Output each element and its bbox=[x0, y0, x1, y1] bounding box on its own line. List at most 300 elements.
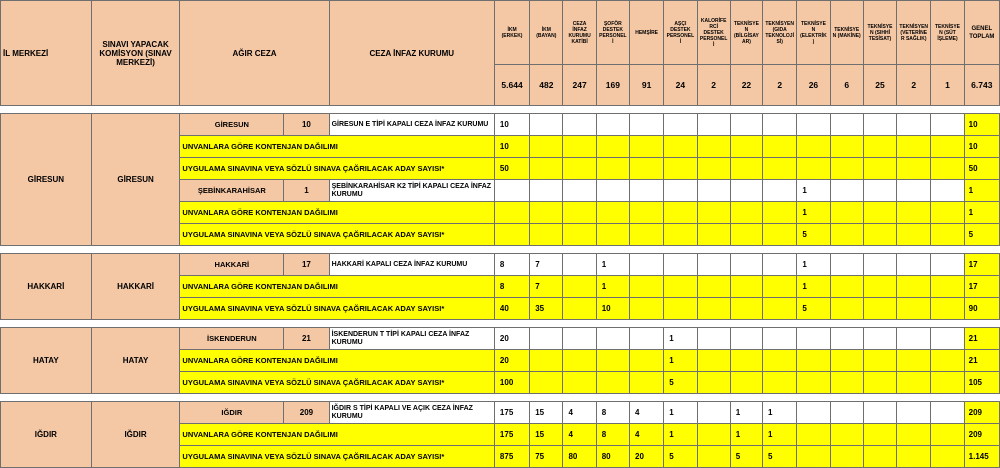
value-cell bbox=[730, 276, 762, 298]
value-cell bbox=[931, 254, 964, 276]
komisyon-cell: HATAY bbox=[91, 328, 180, 394]
value-cell: 80 bbox=[596, 446, 629, 468]
value-cell bbox=[931, 446, 964, 468]
agir-ceza-count: 10 bbox=[284, 114, 329, 136]
value-cell bbox=[530, 328, 563, 350]
row-total-cell: 17 bbox=[964, 254, 999, 276]
value-cell: 75 bbox=[530, 446, 563, 468]
value-cell bbox=[494, 202, 529, 224]
column-header-label: ŞOFÖR DESTEK PERSONELİ bbox=[596, 1, 629, 65]
il-merkezi-cell: IĞDIR bbox=[1, 402, 92, 468]
value-cell bbox=[931, 402, 964, 424]
value-cell bbox=[830, 202, 863, 224]
value-cell bbox=[494, 224, 529, 246]
ceza-infaz-kurumu-cell: IĞDIR S TİPİ KAPALI VE AÇIK CEZA İNFAZ KURUMU bbox=[329, 402, 494, 424]
value-cell bbox=[730, 224, 762, 246]
value-cell: 10 bbox=[494, 114, 529, 136]
value-cell bbox=[630, 136, 664, 158]
value-cell bbox=[863, 328, 896, 350]
value-cell: 100 bbox=[494, 372, 529, 394]
agir-ceza-count: 209 bbox=[284, 402, 329, 424]
value-cell bbox=[697, 372, 730, 394]
value-cell bbox=[797, 136, 830, 158]
row-total-cell: 21 bbox=[964, 328, 999, 350]
value-cell bbox=[931, 372, 964, 394]
cagrilacak-label: UYGULAMA SINAVINA VEYA SÖZLÜ SINAVA ÇAĞRILACAK ADAY SAYISI* bbox=[180, 224, 495, 246]
value-cell: 8 bbox=[494, 276, 529, 298]
value-cell bbox=[931, 350, 964, 372]
value-cell bbox=[596, 350, 629, 372]
value-cell: 1 bbox=[596, 276, 629, 298]
value-cell bbox=[763, 224, 797, 246]
value-cell bbox=[897, 136, 931, 158]
value-cell bbox=[863, 254, 896, 276]
value-cell bbox=[897, 372, 931, 394]
value-cell bbox=[630, 202, 664, 224]
value-cell: 4 bbox=[630, 424, 664, 446]
column-header-label: TEKNİSYEN (SÜT İŞLEME) bbox=[931, 1, 964, 65]
value-cell bbox=[863, 114, 896, 136]
value-cell bbox=[697, 402, 730, 424]
value-cell bbox=[830, 254, 863, 276]
value-cell bbox=[630, 328, 664, 350]
value-cell bbox=[897, 180, 931, 202]
column-header-label: CEZA İNFAZ KURUMU KATİBİ bbox=[563, 1, 596, 65]
value-cell bbox=[763, 136, 797, 158]
separator-cell bbox=[1, 320, 1000, 328]
ceza-infaz-kurumu-header: CEZA İNFAZ KURUMU bbox=[329, 1, 494, 106]
kontenjan-label: UNVANLARA GÖRE KONTENJAN DAĞILIMI bbox=[180, 350, 495, 372]
value-cell bbox=[863, 276, 896, 298]
value-cell: 5 bbox=[730, 446, 762, 468]
row-total-cell: 209 bbox=[964, 424, 999, 446]
value-cell: 50 bbox=[494, 158, 529, 180]
value-cell bbox=[697, 114, 730, 136]
separator-cell bbox=[1, 394, 1000, 402]
column-header-total: 91 bbox=[630, 65, 664, 106]
value-cell bbox=[830, 180, 863, 202]
agir-ceza-header: AĞIR CEZA bbox=[180, 1, 329, 106]
value-cell bbox=[697, 276, 730, 298]
value-cell bbox=[931, 424, 964, 446]
agir-ceza-cell: HAKKARİ bbox=[180, 254, 284, 276]
row-total-cell: 1 bbox=[964, 180, 999, 202]
value-cell bbox=[730, 350, 762, 372]
value-cell bbox=[830, 114, 863, 136]
value-cell bbox=[630, 298, 664, 320]
row-total-cell: 10 bbox=[964, 136, 999, 158]
row-total-cell: 209 bbox=[964, 402, 999, 424]
value-cell: 10 bbox=[596, 298, 629, 320]
value-cell bbox=[830, 224, 863, 246]
value-cell bbox=[730, 180, 762, 202]
value-cell bbox=[730, 136, 762, 158]
value-cell bbox=[730, 158, 762, 180]
table-row bbox=[1, 254, 1000, 276]
value-cell bbox=[830, 298, 863, 320]
value-cell bbox=[863, 180, 896, 202]
column-header-total: 2 bbox=[897, 65, 931, 106]
value-cell: 175 bbox=[494, 402, 529, 424]
il-merkezi-cell: GİRESUN bbox=[1, 114, 92, 246]
value-cell: 1 bbox=[797, 202, 830, 224]
value-cell bbox=[563, 350, 596, 372]
value-cell: 15 bbox=[530, 424, 563, 446]
value-cell bbox=[797, 350, 830, 372]
value-cell: 1 bbox=[730, 402, 762, 424]
column-header-total: 5.644 bbox=[494, 65, 529, 106]
value-cell: 1 bbox=[664, 402, 697, 424]
value-cell: 5 bbox=[664, 372, 697, 394]
value-cell bbox=[897, 158, 931, 180]
value-cell bbox=[830, 402, 863, 424]
value-cell bbox=[730, 328, 762, 350]
value-cell bbox=[931, 328, 964, 350]
value-cell bbox=[630, 114, 664, 136]
value-cell: 4 bbox=[563, 424, 596, 446]
value-cell bbox=[763, 372, 797, 394]
value-cell bbox=[931, 224, 964, 246]
value-cell bbox=[530, 136, 563, 158]
value-cell: 1 bbox=[797, 276, 830, 298]
kontenjan-label: UNVANLARA GÖRE KONTENJAN DAĞILIMI bbox=[180, 202, 495, 224]
value-cell bbox=[697, 180, 730, 202]
value-cell bbox=[596, 158, 629, 180]
il-merkezi-cell: HATAY bbox=[1, 328, 92, 394]
value-cell bbox=[830, 158, 863, 180]
value-cell bbox=[730, 298, 762, 320]
value-cell bbox=[596, 224, 629, 246]
value-cell bbox=[563, 372, 596, 394]
column-header-label: TEKNİSYEN (VETERİNER SAĞLIK) bbox=[897, 1, 931, 65]
group-separator bbox=[1, 394, 1000, 402]
value-cell: 20 bbox=[630, 446, 664, 468]
komisyon-cell: GİRESUN bbox=[91, 114, 180, 246]
value-cell: 1 bbox=[763, 424, 797, 446]
value-cell bbox=[530, 350, 563, 372]
value-cell bbox=[530, 224, 563, 246]
row-total-cell: 50 bbox=[964, 158, 999, 180]
column-header-total: 24 bbox=[664, 65, 697, 106]
row-total-cell: 17 bbox=[964, 276, 999, 298]
value-cell bbox=[530, 180, 563, 202]
column-header-label: HEMŞİRE bbox=[630, 1, 664, 65]
value-cell: 10 bbox=[494, 136, 529, 158]
separator-cell bbox=[1, 246, 1000, 254]
column-header-total: 247 bbox=[563, 65, 596, 106]
value-cell bbox=[563, 328, 596, 350]
value-cell bbox=[797, 158, 830, 180]
value-cell bbox=[897, 254, 931, 276]
value-cell: 8 bbox=[494, 254, 529, 276]
value-cell bbox=[630, 224, 664, 246]
agir-ceza-count: 17 bbox=[284, 254, 329, 276]
value-cell bbox=[931, 158, 964, 180]
value-cell bbox=[697, 136, 730, 158]
value-cell bbox=[830, 446, 863, 468]
column-header-label: TEKNİSYEN (BİLGİSAYAR) bbox=[730, 1, 762, 65]
value-cell bbox=[931, 202, 964, 224]
value-cell bbox=[630, 276, 664, 298]
column-header-label: TEKNİSYEN (MAKİNE) bbox=[830, 1, 863, 65]
value-cell: 8 bbox=[596, 402, 629, 424]
value-cell: 5 bbox=[664, 446, 697, 468]
agir-ceza-count: 21 bbox=[284, 328, 329, 350]
column-header-total: 482 bbox=[530, 65, 563, 106]
value-cell bbox=[697, 424, 730, 446]
komisyon-cell: HAKKARİ bbox=[91, 254, 180, 320]
table-row bbox=[1, 114, 1000, 136]
table-row bbox=[1, 328, 1000, 350]
value-cell bbox=[830, 372, 863, 394]
value-cell bbox=[897, 424, 931, 446]
agir-ceza-cell: ŞEBİNKARAHİSAR bbox=[180, 180, 284, 202]
value-cell: 1 bbox=[730, 424, 762, 446]
value-cell: 80 bbox=[563, 446, 596, 468]
value-cell bbox=[763, 180, 797, 202]
value-cell bbox=[563, 298, 596, 320]
agir-ceza-cell: IĞDIR bbox=[180, 402, 284, 424]
separator-cell bbox=[1, 106, 1000, 114]
il-merkezi-header: İL MERKEZİ bbox=[1, 1, 92, 106]
value-cell bbox=[763, 254, 797, 276]
value-cell bbox=[596, 202, 629, 224]
value-cell bbox=[596, 136, 629, 158]
value-cell bbox=[897, 224, 931, 246]
value-cell bbox=[830, 350, 863, 372]
value-cell bbox=[494, 180, 529, 202]
value-cell bbox=[863, 136, 896, 158]
value-cell bbox=[596, 372, 629, 394]
value-cell: 35 bbox=[530, 298, 563, 320]
value-cell bbox=[897, 298, 931, 320]
value-cell bbox=[563, 114, 596, 136]
value-cell bbox=[630, 350, 664, 372]
value-cell bbox=[897, 402, 931, 424]
value-cell bbox=[664, 298, 697, 320]
ceza-infaz-kurumu-cell: HAKKARİ KAPALI CEZA İNFAZ KURUMU bbox=[329, 254, 494, 276]
agir-ceza-count: 1 bbox=[284, 180, 329, 202]
value-cell bbox=[697, 350, 730, 372]
value-cell bbox=[563, 136, 596, 158]
value-cell bbox=[763, 350, 797, 372]
value-cell bbox=[563, 254, 596, 276]
value-cell bbox=[697, 254, 730, 276]
value-cell bbox=[530, 372, 563, 394]
cagrilacak-label: UYGULAMA SINAVINA VEYA SÖZLÜ SINAVA ÇAĞRILACAK ADAY SAYISI* bbox=[180, 446, 495, 468]
value-cell bbox=[863, 224, 896, 246]
value-cell: 4 bbox=[630, 402, 664, 424]
value-cell bbox=[664, 158, 697, 180]
value-cell bbox=[763, 328, 797, 350]
value-cell bbox=[797, 114, 830, 136]
group-separator bbox=[1, 106, 1000, 114]
kontenjan-label: UNVANLARA GÖRE KONTENJAN DAĞILIMI bbox=[180, 424, 495, 446]
value-cell: 7 bbox=[530, 276, 563, 298]
value-cell: 15 bbox=[530, 402, 563, 424]
value-cell: 875 bbox=[494, 446, 529, 468]
value-cell bbox=[863, 350, 896, 372]
ceza-infaz-kurumu-cell: GİRESUN E TİPİ KAPALI CEZA İNFAZ KURUMU bbox=[329, 114, 494, 136]
il-merkezi-cell: HAKKARİ bbox=[1, 254, 92, 320]
value-cell: 40 bbox=[494, 298, 529, 320]
value-cell bbox=[863, 298, 896, 320]
value-cell bbox=[563, 276, 596, 298]
genel-toplam-header: GENEL TOPLAM bbox=[964, 1, 999, 65]
value-cell bbox=[630, 180, 664, 202]
group-separator bbox=[1, 320, 1000, 328]
value-cell bbox=[697, 328, 730, 350]
column-header-total: 2 bbox=[697, 65, 730, 106]
column-header-total: 25 bbox=[863, 65, 896, 106]
value-cell bbox=[697, 446, 730, 468]
value-cell bbox=[563, 158, 596, 180]
value-cell bbox=[931, 114, 964, 136]
value-cell: 1 bbox=[797, 254, 830, 276]
value-cell bbox=[664, 136, 697, 158]
column-header-total: 26 bbox=[797, 65, 830, 106]
ceza-infaz-kurumu-cell: İSKENDERUN T TİPİ KAPALI CEZA İNFAZ KURUMU bbox=[329, 328, 494, 350]
column-header-total: 2 bbox=[763, 65, 797, 106]
value-cell bbox=[530, 158, 563, 180]
value-cell: 20 bbox=[494, 328, 529, 350]
value-cell bbox=[830, 136, 863, 158]
value-cell bbox=[897, 328, 931, 350]
row-total-cell: 105 bbox=[964, 372, 999, 394]
value-cell bbox=[897, 276, 931, 298]
row-total-cell: 90 bbox=[964, 298, 999, 320]
column-header-total: 6 bbox=[830, 65, 863, 106]
value-cell bbox=[830, 424, 863, 446]
column-header-label: TEKNİSYEN (SIHHİ TESİSAT) bbox=[863, 1, 896, 65]
value-cell bbox=[730, 114, 762, 136]
value-cell bbox=[931, 180, 964, 202]
kontenjan-label: UNVANLARA GÖRE KONTENJAN DAĞILIMI bbox=[180, 276, 495, 298]
komisyon-cell: IĞDIR bbox=[91, 402, 180, 468]
value-cell bbox=[863, 402, 896, 424]
value-cell bbox=[530, 202, 563, 224]
column-header-total: 22 bbox=[730, 65, 762, 106]
value-cell bbox=[730, 254, 762, 276]
column-header-label: AŞÇI DESTEK PERSONELİ bbox=[664, 1, 697, 65]
value-cell bbox=[897, 350, 931, 372]
sinav-komisyon-header: SINAVI YAPACAK KOMİSYON (SINAV MERKEZİ) bbox=[91, 1, 180, 106]
value-cell: 1 bbox=[664, 424, 697, 446]
value-cell: 7 bbox=[530, 254, 563, 276]
value-cell bbox=[730, 372, 762, 394]
value-cell bbox=[630, 158, 664, 180]
value-cell: 20 bbox=[494, 350, 529, 372]
value-cell bbox=[630, 372, 664, 394]
value-cell bbox=[763, 298, 797, 320]
value-cell: 4 bbox=[563, 402, 596, 424]
cagrilacak-label: UYGULAMA SINAVINA VEYA SÖZLÜ SINAVA ÇAĞRILACAK ADAY SAYISI* bbox=[180, 372, 495, 394]
value-cell bbox=[931, 298, 964, 320]
value-cell bbox=[697, 298, 730, 320]
value-cell bbox=[863, 158, 896, 180]
value-cell bbox=[630, 254, 664, 276]
column-header-total: 169 bbox=[596, 65, 629, 106]
value-cell bbox=[897, 114, 931, 136]
value-cell bbox=[664, 180, 697, 202]
value-cell: 1 bbox=[664, 350, 697, 372]
value-cell bbox=[763, 202, 797, 224]
agir-ceza-cell: İSKENDERUN bbox=[180, 328, 284, 350]
value-cell bbox=[863, 372, 896, 394]
value-cell bbox=[664, 202, 697, 224]
value-cell bbox=[797, 402, 830, 424]
value-cell bbox=[563, 180, 596, 202]
value-cell: 5 bbox=[797, 224, 830, 246]
value-cell bbox=[596, 114, 629, 136]
column-header-label: İKM (ERKEK) bbox=[494, 1, 529, 65]
value-cell: 175 bbox=[494, 424, 529, 446]
table-row bbox=[1, 402, 1000, 424]
value-cell bbox=[596, 180, 629, 202]
value-cell: 1 bbox=[797, 180, 830, 202]
row-total-cell: 10 bbox=[964, 114, 999, 136]
value-cell bbox=[797, 446, 830, 468]
agir-ceza-cell: GİRESUN bbox=[180, 114, 284, 136]
value-cell bbox=[863, 446, 896, 468]
row-total-cell: 5 bbox=[964, 224, 999, 246]
value-cell bbox=[797, 328, 830, 350]
cagrilacak-label: UYGULAMA SINAVINA VEYA SÖZLÜ SINAVA ÇAĞRILACAK ADAY SAYISI* bbox=[180, 298, 495, 320]
group-separator bbox=[1, 246, 1000, 254]
grand-total: 6.743 bbox=[964, 65, 999, 106]
value-cell bbox=[664, 276, 697, 298]
value-cell bbox=[763, 114, 797, 136]
column-header-total: 1 bbox=[931, 65, 964, 106]
column-header-label: TEKNİSYEN (GIDA TEKNOLOJİSİ) bbox=[763, 1, 797, 65]
value-cell bbox=[897, 446, 931, 468]
value-cell: 5 bbox=[763, 446, 797, 468]
column-header-label: İKM (BAYAN) bbox=[530, 1, 563, 65]
value-cell bbox=[863, 202, 896, 224]
value-cell bbox=[563, 224, 596, 246]
value-cell bbox=[664, 254, 697, 276]
value-cell: 1 bbox=[763, 402, 797, 424]
cagrilacak-label: UYGULAMA SINAVINA VEYA SÖZLÜ SINAVA ÇAĞRILACAK ADAY SAYISI* bbox=[180, 158, 495, 180]
row-total-cell: 21 bbox=[964, 350, 999, 372]
value-cell bbox=[697, 158, 730, 180]
value-cell bbox=[830, 276, 863, 298]
value-cell bbox=[931, 276, 964, 298]
value-cell bbox=[797, 372, 830, 394]
value-cell bbox=[897, 202, 931, 224]
column-header-label: TEKNİSYEN (ELEKTRİK) bbox=[797, 1, 830, 65]
value-cell bbox=[530, 114, 563, 136]
value-cell bbox=[763, 158, 797, 180]
value-cell bbox=[797, 424, 830, 446]
ceza-infaz-kurumu-cell: ŞEBİNKARAHİSAR K2 TİPİ KAPALI CEZA İNFAZ KURUMU bbox=[329, 180, 494, 202]
column-header-label: KALORİFERCİ DESTEK PERSONELİ bbox=[697, 1, 730, 65]
value-cell bbox=[664, 114, 697, 136]
row-total-cell: 1 bbox=[964, 202, 999, 224]
value-cell: 8 bbox=[596, 424, 629, 446]
value-cell bbox=[830, 328, 863, 350]
value-cell bbox=[931, 136, 964, 158]
value-cell: 1 bbox=[664, 328, 697, 350]
value-cell bbox=[596, 328, 629, 350]
value-cell bbox=[697, 202, 730, 224]
row-total-cell: 1.145 bbox=[964, 446, 999, 468]
value-cell bbox=[697, 224, 730, 246]
value-cell: 1 bbox=[596, 254, 629, 276]
value-cell bbox=[863, 424, 896, 446]
value-cell bbox=[563, 202, 596, 224]
value-cell: 5 bbox=[797, 298, 830, 320]
